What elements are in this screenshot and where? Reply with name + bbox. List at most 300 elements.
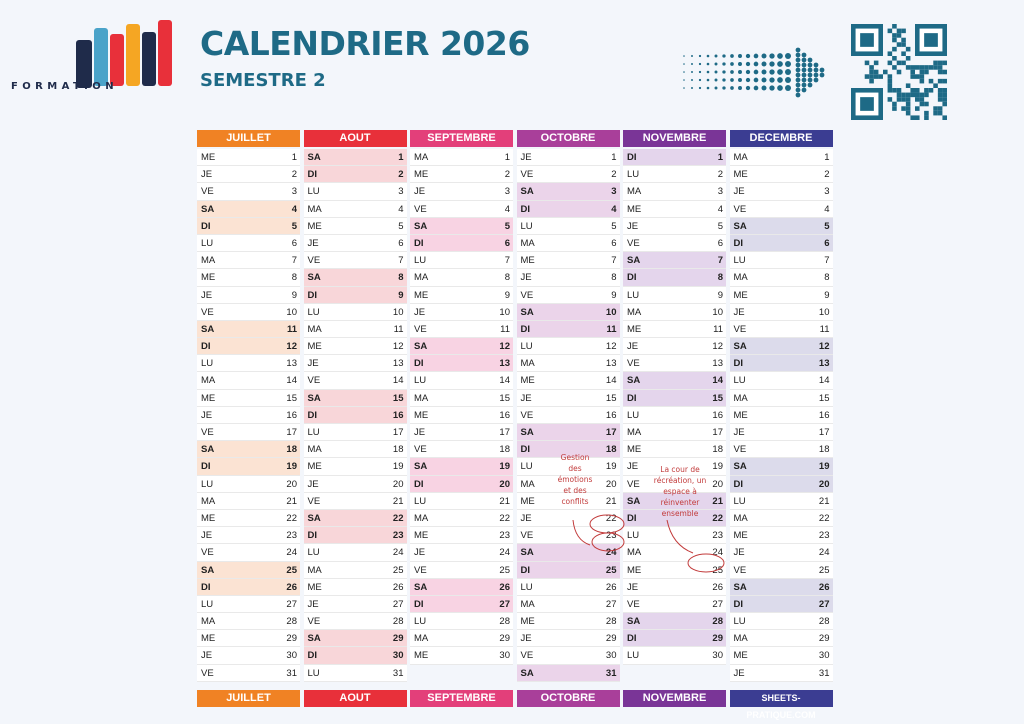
day-abbr: DI bbox=[627, 512, 637, 524]
day-number: 4 bbox=[611, 203, 617, 215]
day-number: 3 bbox=[611, 186, 617, 198]
day-number: 18 bbox=[392, 444, 404, 456]
day-number: 2 bbox=[291, 169, 297, 181]
day-abbr: MA bbox=[414, 272, 429, 284]
day-number: 4 bbox=[291, 203, 297, 215]
day-row bbox=[410, 166, 513, 183]
day-number: 23 bbox=[818, 530, 830, 542]
day-number: 26 bbox=[286, 581, 297, 593]
day-row bbox=[410, 476, 513, 493]
day-number: 22 bbox=[499, 512, 510, 524]
day-abbr: SA bbox=[307, 392, 321, 404]
day-row bbox=[623, 630, 726, 647]
day-row bbox=[623, 201, 726, 218]
day-row bbox=[304, 287, 407, 304]
day-row bbox=[517, 304, 620, 321]
day-number: 17 bbox=[286, 427, 297, 438]
day-row bbox=[304, 458, 407, 475]
day-row bbox=[197, 544, 300, 561]
day-abbr: MA bbox=[733, 272, 748, 284]
day-abbr: JE bbox=[307, 598, 319, 610]
day-abbr: DI bbox=[414, 358, 424, 370]
day-abbr: ME bbox=[201, 392, 216, 404]
day-row bbox=[410, 544, 513, 561]
day-abbr: JE bbox=[307, 358, 319, 370]
day-row bbox=[623, 613, 726, 630]
day-number: 2 bbox=[824, 169, 830, 181]
day-abbr: ME bbox=[414, 409, 429, 421]
day-abbr: VE bbox=[307, 255, 321, 267]
day-number: 1 bbox=[398, 152, 404, 163]
day-abbr: SA bbox=[733, 220, 747, 232]
day-row bbox=[410, 562, 513, 579]
day-abbr: ME bbox=[414, 169, 429, 181]
day-row bbox=[197, 201, 300, 218]
day-number: 18 bbox=[712, 444, 723, 456]
day-abbr: SA bbox=[520, 306, 534, 318]
day-row bbox=[730, 355, 833, 372]
day-abbr: LU bbox=[733, 375, 746, 387]
day-abbr: DI bbox=[307, 530, 317, 542]
day-row bbox=[304, 321, 407, 338]
day-row bbox=[197, 149, 300, 166]
day-abbr: VE bbox=[627, 478, 640, 490]
day-row bbox=[517, 183, 620, 200]
month-column bbox=[304, 130, 407, 704]
day-number: 16 bbox=[286, 409, 297, 421]
day-abbr: DI bbox=[201, 341, 211, 353]
day-abbr: DI bbox=[414, 237, 424, 249]
day-row bbox=[410, 390, 513, 407]
day-abbr: LU bbox=[307, 306, 320, 318]
day-row bbox=[623, 441, 726, 458]
day-number: 1 bbox=[717, 152, 723, 163]
day-number: 4 bbox=[717, 203, 723, 215]
day-number: 19 bbox=[712, 461, 723, 473]
day-row bbox=[517, 613, 620, 630]
day-row bbox=[623, 304, 726, 321]
day-row bbox=[517, 166, 620, 183]
day-number: 23 bbox=[392, 530, 404, 542]
day-row bbox=[730, 510, 833, 527]
day-abbr: ME bbox=[201, 633, 216, 645]
day-abbr: SA bbox=[520, 667, 534, 679]
day-row bbox=[410, 149, 513, 166]
day-row bbox=[623, 562, 726, 579]
day-abbr: SA bbox=[733, 581, 747, 593]
day-row bbox=[197, 665, 300, 682]
day-abbr: DI bbox=[627, 152, 637, 163]
day-row bbox=[730, 476, 833, 493]
day-row bbox=[197, 218, 300, 235]
day-number: 30 bbox=[712, 650, 723, 662]
day-abbr: JE bbox=[733, 547, 745, 559]
day-number: 6 bbox=[504, 237, 510, 249]
day-row bbox=[197, 510, 300, 527]
day-number: 25 bbox=[605, 564, 617, 576]
day-number: 6 bbox=[824, 237, 830, 249]
day-number: 31 bbox=[605, 667, 617, 679]
day-row bbox=[730, 579, 833, 596]
source-footer: SHEETS-PRATIQUE.COM bbox=[730, 690, 833, 707]
day-row bbox=[730, 372, 833, 389]
day-number: 3 bbox=[717, 186, 723, 198]
day-number: 10 bbox=[286, 306, 297, 318]
day-number: 8 bbox=[717, 272, 723, 284]
day-number: 8 bbox=[824, 272, 830, 284]
day-abbr: VE bbox=[201, 547, 214, 559]
day-row bbox=[197, 493, 300, 510]
day-row bbox=[517, 321, 620, 338]
day-number: 5 bbox=[504, 220, 510, 232]
day-abbr: DI bbox=[733, 358, 743, 370]
day-number: 24 bbox=[286, 547, 297, 559]
day-abbr: VE bbox=[414, 444, 427, 456]
day-number: 30 bbox=[818, 650, 830, 662]
day-row bbox=[410, 304, 513, 321]
day-number: 14 bbox=[499, 375, 510, 387]
day-abbr: VE bbox=[627, 598, 640, 610]
day-abbr: MA bbox=[733, 392, 748, 404]
day-number: 25 bbox=[818, 564, 830, 576]
day-abbr: DI bbox=[307, 409, 317, 421]
day-row bbox=[517, 562, 620, 579]
day-abbr: SA bbox=[414, 220, 428, 232]
day-number: 30 bbox=[499, 650, 510, 662]
day-abbr: SA bbox=[414, 341, 428, 353]
day-row bbox=[623, 527, 726, 544]
day-row bbox=[517, 647, 620, 664]
day-number: 3 bbox=[824, 186, 830, 198]
day-abbr: ME bbox=[201, 512, 216, 524]
day-row bbox=[410, 235, 513, 252]
day-number: 12 bbox=[286, 341, 297, 353]
day-number: 13 bbox=[286, 358, 297, 370]
day-abbr: VE bbox=[307, 375, 321, 387]
day-row bbox=[304, 441, 407, 458]
day-row bbox=[623, 269, 726, 286]
day-abbr: DI bbox=[733, 598, 743, 610]
day-number: 25 bbox=[712, 564, 723, 576]
day-abbr: MA bbox=[733, 512, 748, 524]
day-row bbox=[304, 527, 407, 544]
day-abbr: JE bbox=[520, 392, 532, 404]
day-abbr: MA bbox=[520, 478, 535, 490]
day-row bbox=[304, 304, 407, 321]
day-number: 26 bbox=[818, 581, 830, 593]
day-abbr: JE bbox=[733, 427, 745, 438]
qr-code-icon bbox=[851, 24, 947, 120]
day-row bbox=[623, 183, 726, 200]
day-number: 10 bbox=[499, 306, 510, 318]
day-number: 2 bbox=[611, 169, 617, 181]
day-abbr: MA bbox=[627, 547, 642, 559]
day-abbr: VE bbox=[414, 203, 427, 215]
day-number: 5 bbox=[824, 220, 830, 232]
day-abbr: MA bbox=[627, 186, 642, 198]
day-row bbox=[410, 458, 513, 475]
day-number: 25 bbox=[499, 564, 510, 576]
day-row bbox=[517, 218, 620, 235]
day-row bbox=[730, 252, 833, 269]
day-abbr: ME bbox=[627, 323, 642, 335]
day-number: 23 bbox=[499, 530, 510, 542]
day-row bbox=[730, 424, 833, 441]
day-number: 21 bbox=[712, 495, 723, 507]
day-row bbox=[410, 510, 513, 527]
day-number: 4 bbox=[824, 203, 830, 215]
day-row bbox=[410, 441, 513, 458]
day-row bbox=[304, 596, 407, 613]
day-abbr: VE bbox=[307, 616, 321, 628]
day-number: 1 bbox=[291, 152, 297, 163]
day-number: 18 bbox=[286, 444, 297, 456]
day-row bbox=[623, 218, 726, 235]
day-number: 9 bbox=[291, 289, 297, 301]
day-row bbox=[197, 441, 300, 458]
month-header: SEPTEMBRE bbox=[410, 130, 513, 147]
day-number: 6 bbox=[398, 237, 404, 249]
day-abbr: LU bbox=[520, 581, 533, 593]
day-number: 9 bbox=[504, 289, 510, 301]
day-number: 20 bbox=[499, 478, 510, 490]
day-row bbox=[410, 596, 513, 613]
day-number: 28 bbox=[499, 616, 510, 628]
day-number: 8 bbox=[611, 272, 617, 284]
day-number: 17 bbox=[712, 427, 723, 438]
day-number: 8 bbox=[398, 272, 404, 284]
day-abbr: SA bbox=[733, 461, 747, 473]
day-abbr: LU bbox=[414, 375, 427, 387]
day-number: 22 bbox=[392, 512, 404, 524]
day-number: 14 bbox=[605, 375, 617, 387]
day-number: 29 bbox=[286, 633, 297, 645]
day-abbr: VE bbox=[414, 564, 427, 576]
day-row bbox=[517, 579, 620, 596]
day-abbr: JE bbox=[520, 152, 532, 163]
day-number: 6 bbox=[717, 237, 723, 249]
day-abbr: ME bbox=[733, 289, 748, 301]
day-number: 6 bbox=[291, 237, 297, 249]
day-number: 22 bbox=[818, 512, 830, 524]
day-abbr: VE bbox=[520, 289, 534, 301]
day-number: 31 bbox=[392, 667, 404, 679]
day-row bbox=[410, 201, 513, 218]
day-number: 16 bbox=[712, 409, 723, 421]
day-abbr: JE bbox=[201, 169, 213, 181]
day-number: 9 bbox=[824, 289, 830, 301]
month-header: OCTOBRE bbox=[517, 130, 620, 147]
day-row bbox=[730, 493, 833, 510]
day-row bbox=[517, 235, 620, 252]
day-abbr: LU bbox=[627, 650, 640, 662]
month-footer: NOVEMBRE bbox=[623, 690, 726, 707]
day-abbr: LU bbox=[201, 358, 214, 370]
day-row bbox=[623, 544, 726, 561]
day-row bbox=[517, 630, 620, 647]
day-abbr: JE bbox=[733, 667, 745, 679]
day-number: 9 bbox=[398, 289, 404, 301]
day-row bbox=[197, 579, 300, 596]
day-number: 30 bbox=[286, 650, 297, 662]
day-abbr: VE bbox=[520, 530, 534, 542]
day-abbr: JE bbox=[733, 306, 745, 318]
day-number: 24 bbox=[392, 547, 404, 559]
month-header: AOUT bbox=[304, 130, 407, 147]
day-number: 27 bbox=[286, 598, 297, 610]
day-number: 22 bbox=[605, 512, 617, 524]
day-row bbox=[304, 183, 407, 200]
day-abbr: MA bbox=[414, 392, 429, 404]
day-row bbox=[517, 149, 620, 166]
day-number: 14 bbox=[818, 375, 830, 387]
day-abbr: MA bbox=[307, 203, 322, 215]
day-abbr: LU bbox=[627, 289, 640, 301]
day-number: 11 bbox=[819, 323, 830, 335]
day-number: 20 bbox=[605, 478, 617, 490]
day-abbr: DI bbox=[307, 169, 317, 181]
day-abbr: DI bbox=[201, 581, 211, 593]
day-number: 31 bbox=[818, 667, 830, 679]
day-row bbox=[304, 647, 407, 664]
day-row bbox=[623, 355, 726, 372]
day-abbr: MA bbox=[414, 512, 429, 524]
day-abbr: SA bbox=[201, 323, 215, 335]
day-row bbox=[730, 149, 833, 166]
day-abbr: LU bbox=[520, 220, 533, 232]
day-abbr: MA bbox=[201, 255, 216, 267]
day-number: 24 bbox=[499, 547, 510, 559]
day-row bbox=[730, 613, 833, 630]
day-row bbox=[410, 269, 513, 286]
day-row bbox=[730, 544, 833, 561]
day-row bbox=[517, 287, 620, 304]
day-number: 11 bbox=[393, 323, 404, 335]
day-number: 29 bbox=[605, 633, 617, 645]
day-number: 29 bbox=[499, 633, 510, 645]
day-row bbox=[197, 527, 300, 544]
day-number: 20 bbox=[818, 478, 830, 490]
day-abbr: SA bbox=[201, 444, 215, 456]
day-row bbox=[730, 183, 833, 200]
day-abbr: SA bbox=[733, 341, 747, 353]
day-number: 23 bbox=[605, 530, 617, 542]
day-number: 15 bbox=[499, 392, 510, 404]
day-row bbox=[304, 476, 407, 493]
day-number: 21 bbox=[286, 495, 297, 507]
day-number: 30 bbox=[392, 650, 404, 662]
day-abbr: DI bbox=[201, 220, 211, 232]
day-row bbox=[304, 493, 407, 510]
day-row bbox=[517, 338, 620, 355]
day-row bbox=[304, 372, 407, 389]
day-number: 27 bbox=[605, 598, 617, 610]
day-abbr: SA bbox=[627, 375, 641, 387]
day-abbr: SA bbox=[520, 186, 534, 198]
day-number: 13 bbox=[605, 358, 617, 370]
day-row bbox=[730, 647, 833, 664]
day-number: 19 bbox=[286, 461, 297, 473]
day-abbr: ME bbox=[201, 152, 216, 163]
day-number: 11 bbox=[606, 323, 617, 335]
day-row bbox=[197, 476, 300, 493]
day-abbr: LU bbox=[414, 495, 427, 507]
day-row bbox=[730, 269, 833, 286]
month-footer: OCTOBRE bbox=[517, 690, 620, 707]
day-abbr: ME bbox=[307, 220, 322, 232]
day-row bbox=[517, 544, 620, 561]
day-row bbox=[410, 252, 513, 269]
day-abbr: VE bbox=[627, 358, 640, 370]
day-abbr: VE bbox=[307, 495, 321, 507]
day-row bbox=[623, 149, 726, 166]
day-row bbox=[623, 235, 726, 252]
day-abbr: SA bbox=[307, 512, 321, 524]
day-row bbox=[517, 269, 620, 286]
day-number: 23 bbox=[712, 530, 723, 542]
day-row bbox=[197, 321, 300, 338]
day-number: 29 bbox=[392, 633, 404, 645]
day-row bbox=[410, 424, 513, 441]
day-abbr: LU bbox=[414, 616, 427, 628]
day-row bbox=[517, 596, 620, 613]
day-number: 12 bbox=[818, 341, 830, 353]
day-row bbox=[304, 235, 407, 252]
day-abbr: JE bbox=[520, 272, 532, 284]
day-number: 19 bbox=[392, 461, 404, 473]
day-number: 8 bbox=[291, 272, 297, 284]
day-row bbox=[623, 287, 726, 304]
day-row bbox=[197, 390, 300, 407]
day-number: 8 bbox=[504, 272, 510, 284]
day-abbr: SA bbox=[627, 255, 641, 267]
dotted-arrow-icon bbox=[680, 42, 830, 102]
day-number: 1 bbox=[824, 152, 830, 163]
day-number: 3 bbox=[504, 186, 510, 198]
day-row bbox=[623, 166, 726, 183]
calendar-grid bbox=[197, 130, 831, 720]
day-abbr: JE bbox=[307, 478, 319, 490]
day-number: 10 bbox=[392, 306, 404, 318]
day-abbr: DI bbox=[307, 289, 317, 301]
day-abbr: VE bbox=[201, 186, 214, 198]
day-row bbox=[517, 390, 620, 407]
day-number: 21 bbox=[499, 495, 510, 507]
day-row bbox=[730, 527, 833, 544]
day-number: 18 bbox=[818, 444, 830, 456]
day-abbr: ME bbox=[414, 530, 429, 542]
day-abbr: JE bbox=[627, 461, 639, 473]
day-number: 5 bbox=[398, 220, 404, 232]
day-abbr: LU bbox=[520, 461, 533, 473]
day-number: 29 bbox=[818, 633, 830, 645]
day-abbr: MA bbox=[201, 616, 216, 628]
day-abbr: JE bbox=[627, 581, 639, 593]
day-row bbox=[730, 166, 833, 183]
day-row bbox=[517, 424, 620, 441]
day-number: 3 bbox=[291, 186, 297, 198]
day-row bbox=[197, 183, 300, 200]
day-abbr: JE bbox=[201, 530, 213, 542]
day-abbr: LU bbox=[520, 341, 533, 353]
day-number: 5 bbox=[611, 220, 617, 232]
month-column bbox=[730, 130, 833, 720]
day-row bbox=[197, 235, 300, 252]
day-number: 17 bbox=[499, 427, 510, 438]
day-row bbox=[197, 424, 300, 441]
day-number: 19 bbox=[818, 461, 830, 473]
day-number: 13 bbox=[499, 358, 510, 370]
